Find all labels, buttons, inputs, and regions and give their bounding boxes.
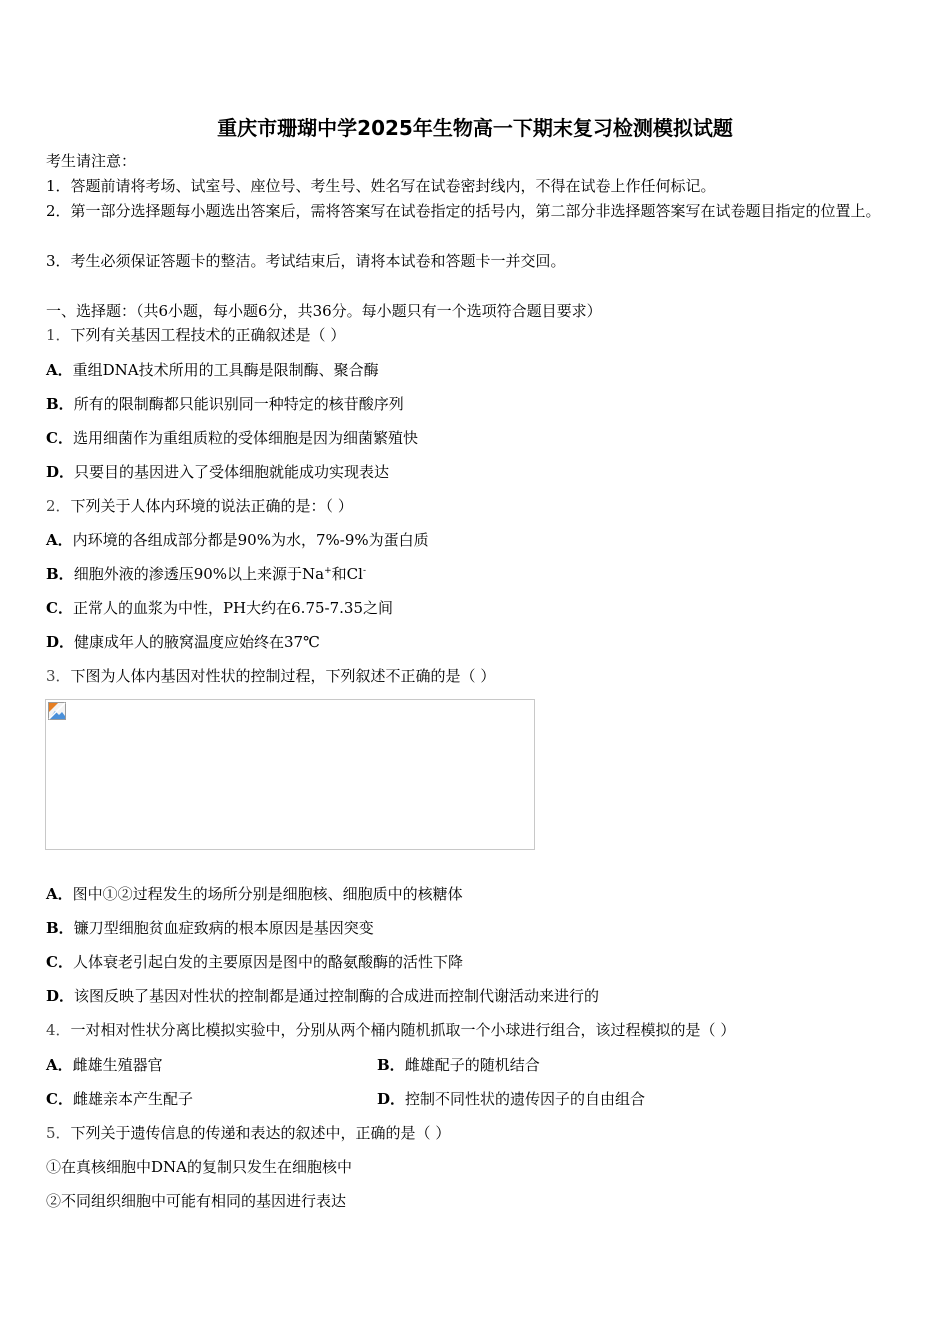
question-3	[46, 666, 495, 686]
option-4a: A．雌雄生殖器官	[46, 1056, 163, 1074]
option-1b: B．所有的限制酶都只能识别同一种特定的核苷酸序列	[46, 395, 404, 413]
option-3d: D．该图反映了基因对性状的控制都是通过控制酶的合成进而控制代谢活动来进行的	[46, 987, 600, 1005]
question-number: 4．	[46, 1021, 71, 1039]
question-4	[46, 1020, 735, 1040]
notice-item-2: 2．第一部分选择题每小题选出答案后，需将答案写在试卷指定的括号内，第二部分非选择题答案写在试卷题目指定的位置上。	[46, 202, 881, 220]
option-1c: C．选用细菌作为重组质粒的受体细胞是因为细菌繁殖快	[46, 429, 418, 447]
broken-image-icon	[48, 702, 66, 720]
question-stem: 下列关于人体内环境的说法正确的是：（ ）	[70, 497, 353, 515]
option-2c: C．正常人的血浆为中性，PH大约在6.75-7.35之间	[46, 599, 393, 617]
question-stem: 下列关于遗传信息的传递和表达的叙述中，正确的是（ ）	[70, 1124, 451, 1142]
question-number: 3．	[46, 667, 71, 685]
question-5	[46, 1123, 450, 1143]
option-4b: B．雌雄配子的随机结合	[377, 1056, 540, 1074]
notice-heading: 考生请注意：	[46, 152, 137, 170]
statement-2: ②不同组织细胞中可能有相同的基因进行表达	[46, 1192, 347, 1210]
page-title: 重庆市珊瑚中学2025年生物高一下期末复习检测模拟试题	[217, 116, 733, 140]
option-1a: A．重组DNA技术所用的工具酶是限制酶、聚合酶	[46, 361, 379, 379]
figure-placeholder	[45, 699, 535, 850]
option-2b: B．细胞外液的渗透压90%以上来源于Na+和Cl-	[46, 565, 366, 583]
question-1	[46, 325, 345, 345]
option-4d: D．控制不同性状的遗传因子的自由组合	[377, 1090, 646, 1108]
option-4c: C．雌雄亲本产生配子	[46, 1090, 193, 1108]
question-2	[46, 496, 353, 516]
option-1d: D．只要目的基因进入了受体细胞就能成功实现表达	[46, 463, 390, 481]
question-stem: 下图为人体内基因对性状的控制过程，下列叙述不正确的是（ ）	[70, 667, 496, 685]
question-stem: 一对相对性状分离比模拟实验中，分别从两个桶内随机抓取一个小球进行组合，该过程模拟的是（ ）	[70, 1021, 736, 1039]
statement-1: ①在真核细胞中DNA的复制只发生在细胞核中	[46, 1158, 352, 1176]
question-number: 5．	[46, 1124, 71, 1142]
question-number: 2．	[46, 497, 71, 515]
option-2d: D．健康成年人的腋窝温度应始终在37℃	[46, 633, 320, 651]
option-2a: A．内环境的各组成部分都是90%为水，7%-9%为蛋白质	[46, 531, 429, 549]
question-stem: 下列有关基因工程技术的正确叙述是（ ）	[70, 326, 346, 344]
notice-item-1: 1．答题前请将考场、试室号、座位号、考生号、姓名写在试卷密封线内，不得在试卷上作任何标记。	[46, 177, 716, 195]
option-3b: B．镰刀型细胞贫血症致病的根本原因是基因突变	[46, 919, 374, 937]
notice-item-3: 3．考生必须保证答题卡的整洁。考试结束后，请将本试卷和答题卡一并交回。	[46, 252, 566, 270]
option-3c: C．人体衰老引起白发的主要原因是图中的酪氨酸酶的活性下降	[46, 953, 463, 971]
section-heading: 一、选择题：（共6小题，每小题6分，共36分。每小题只有一个选项符合题目要求）	[46, 302, 602, 320]
question-number: 1．	[46, 326, 71, 344]
option-3a: A．图中①②过程发生的场所分别是细胞核、细胞质中的核糖体	[46, 885, 463, 903]
